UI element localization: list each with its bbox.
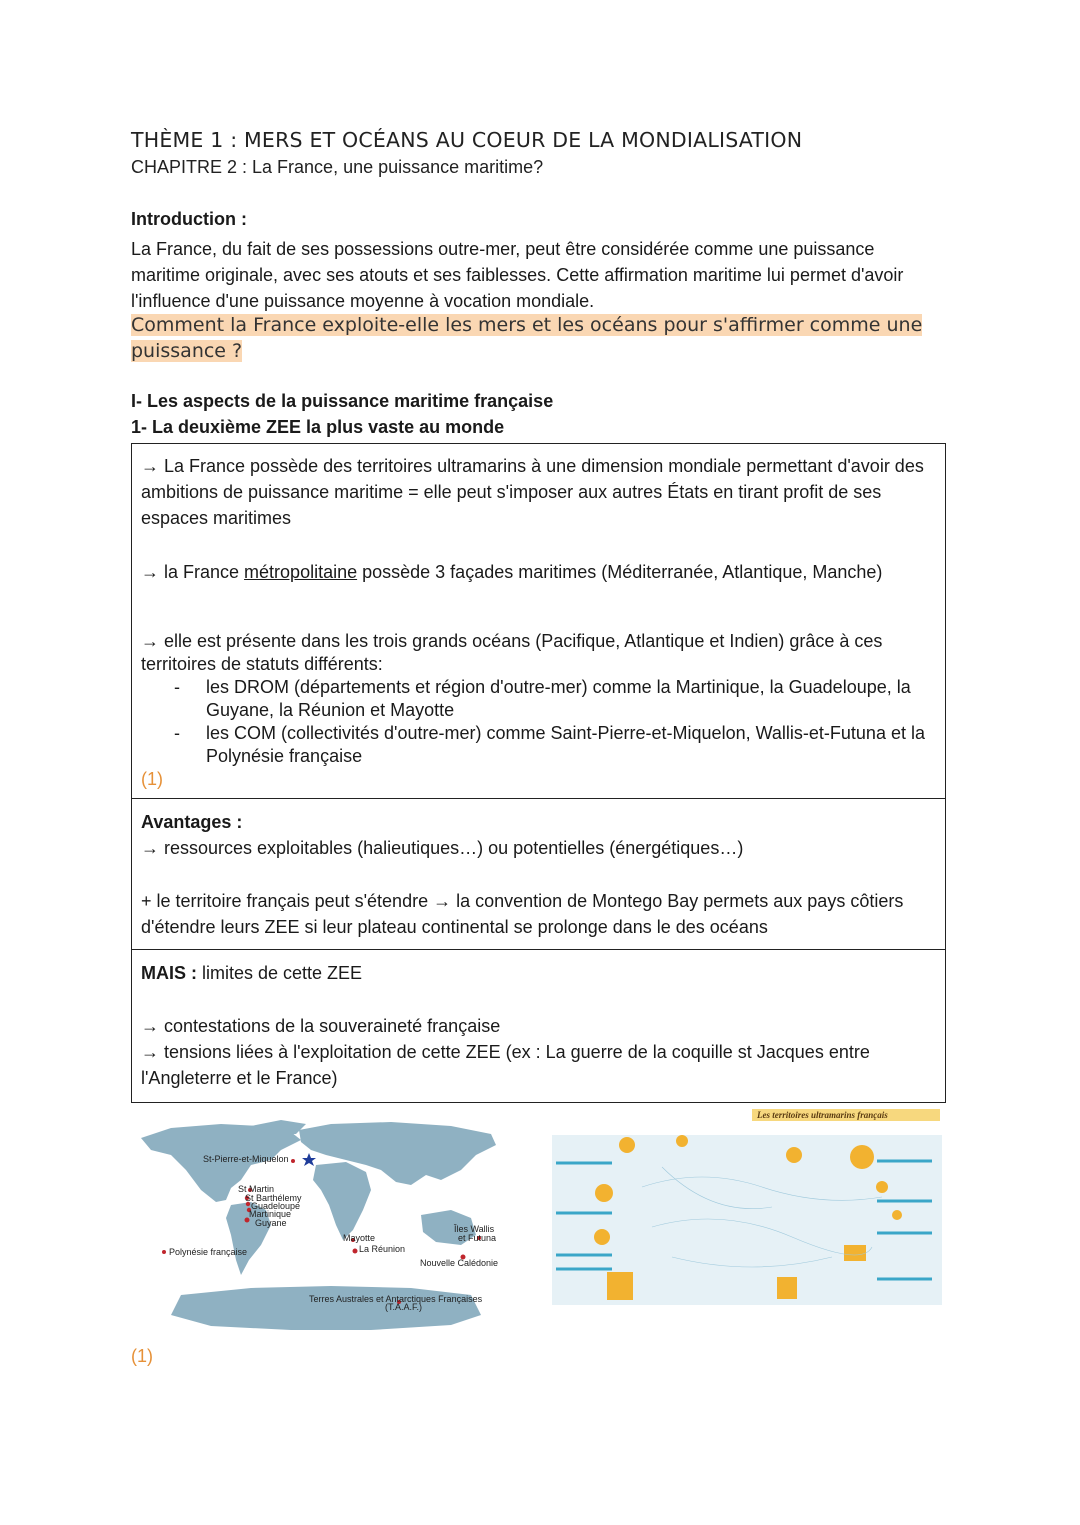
label-guadeloupe: Guadeloupe — [251, 1201, 301, 1211]
label-saint-martin: St Martin — [238, 1184, 275, 1194]
paragraph-montego-bay: + le territoire français peut s'étendre → la convention de Montego Bay permets aux pays côtiers d'étendre leurs ZEE si leur plateau continental se prolonge dans le des océans — [141, 891, 904, 937]
section-heading: I- Les aspects de la puissance maritime française — [131, 391, 554, 411]
figure-reference-maps: (1) — [131, 1346, 153, 1366]
zee-description-box — [131, 443, 946, 799]
theme-title: THÈME 1 : MERS ET OCÉANS AU COEUR DE LA MONDIALISATION — [131, 128, 803, 152]
bullet-dash: - — [174, 677, 180, 697]
problem-question — [131, 312, 951, 364]
advantages-box — [131, 798, 946, 950]
list-item — [162, 722, 933, 768]
introduction-heading: Introduction : — [131, 209, 247, 229]
chapter-title: CHAPITRE 2 : La France, une puissance maritime? — [131, 157, 544, 177]
limits-heading — [141, 960, 933, 986]
text-fragment: possède 3 façades maritimes (Méditerranée, Atlantique, Manche) — [357, 562, 883, 582]
label-taaf-abbrev: (T.A.A.F.) — [385, 1302, 423, 1312]
limits-text: limites de cette ZEE — [197, 963, 363, 983]
list-item-text: les DROM (départements et région d'outre-mer) comme la Martinique, la Guadeloupe, la Guyane, la Réunion et Mayotte — [206, 677, 911, 720]
paragraph-tensions: → tensions liées à l'exploitation de cette ZEE (ex : La guerre de la coquille st Jacques entre l'Angleterre et le France) — [141, 1042, 870, 1088]
label-polynesie: Polynésie française — [169, 1247, 248, 1257]
paragraph-resources: → ressources exploitables (halieutiques…) ou potentielles (énergétiques…) — [141, 838, 744, 858]
status-list — [162, 676, 933, 768]
highlighted-question: Comment la France exploite-elle les mers et les océans pour s'affirmer comme une puissance ? — [131, 314, 923, 362]
paragraph-oceans: → elle est présente dans les trois grands océans (Pacifique, Atlantique et Indien) grâce à ces territoires de statuts différents: — [141, 631, 883, 674]
label-saint-barthelemy: St Barthélemy — [245, 1193, 302, 1203]
paragraph-territories: → La France possède des territoires ultramarins à une dimension mondiale permettant d'avoir des ambitions de puissance maritime = elle peut s'imposer aux autres États en tirant profit de ses espaces maritimes — [141, 456, 924, 528]
subsection-heading: 1- La deuxième ZEE la plus vaste au monde — [131, 417, 505, 437]
label-nouvelle-caledonie: Nouvelle Calédonie — [420, 1258, 499, 1268]
limits-label: MAIS : — [141, 963, 197, 983]
label-taaf: Terres Australes et Antarctiques Françaises — [309, 1294, 483, 1304]
bullet-dash: - — [174, 723, 180, 743]
underlined-word: métropolitaine — [244, 562, 358, 582]
label-martinique: Martinique — [249, 1209, 292, 1219]
label-saint-pierre-miquelon: St-Pierre-et-Miquelon — [203, 1154, 289, 1164]
list-item — [162, 676, 933, 722]
advantages-heading: Avantages : — [141, 812, 243, 832]
metropolitan-france-star-icon — [302, 1153, 316, 1166]
world-map-overseas — [131, 1110, 504, 1338]
label-futuna: et Futuna — [458, 1233, 497, 1243]
label-mayotte: Mayotte — [343, 1233, 376, 1243]
paragraph-contestations: → contestations de la souveraineté française — [141, 1016, 501, 1036]
paragraph-facades — [141, 561, 933, 584]
figure-reference: (1) — [141, 769, 163, 789]
label-la-reunion: La Réunion — [359, 1244, 406, 1254]
label-guyane: Guyane — [255, 1218, 287, 1228]
text-fragment: → la France — [141, 562, 245, 582]
overseas-territories-map — [552, 1107, 942, 1333]
list-item-text: les COM (collectivités d'outre-mer) comme Saint-Pierre-et-Miquelon, Wallis-et-Futuna et la Polynésie française — [206, 723, 925, 766]
label-wallis: Îles Wallis — [454, 1224, 495, 1234]
introduction-text: La France, du fait de ses possessions outre-mer, peut être considérée comme une puissance maritime originale, avec ses atouts et ses faiblesses. Cette affirmation maritime lui permet d'avoir l'influence d'une puissance moyenne à vocation mondiale. — [131, 239, 904, 311]
map-title: Les territoires ultramarins français — [757, 1110, 888, 1120]
limits-box — [131, 949, 946, 1103]
